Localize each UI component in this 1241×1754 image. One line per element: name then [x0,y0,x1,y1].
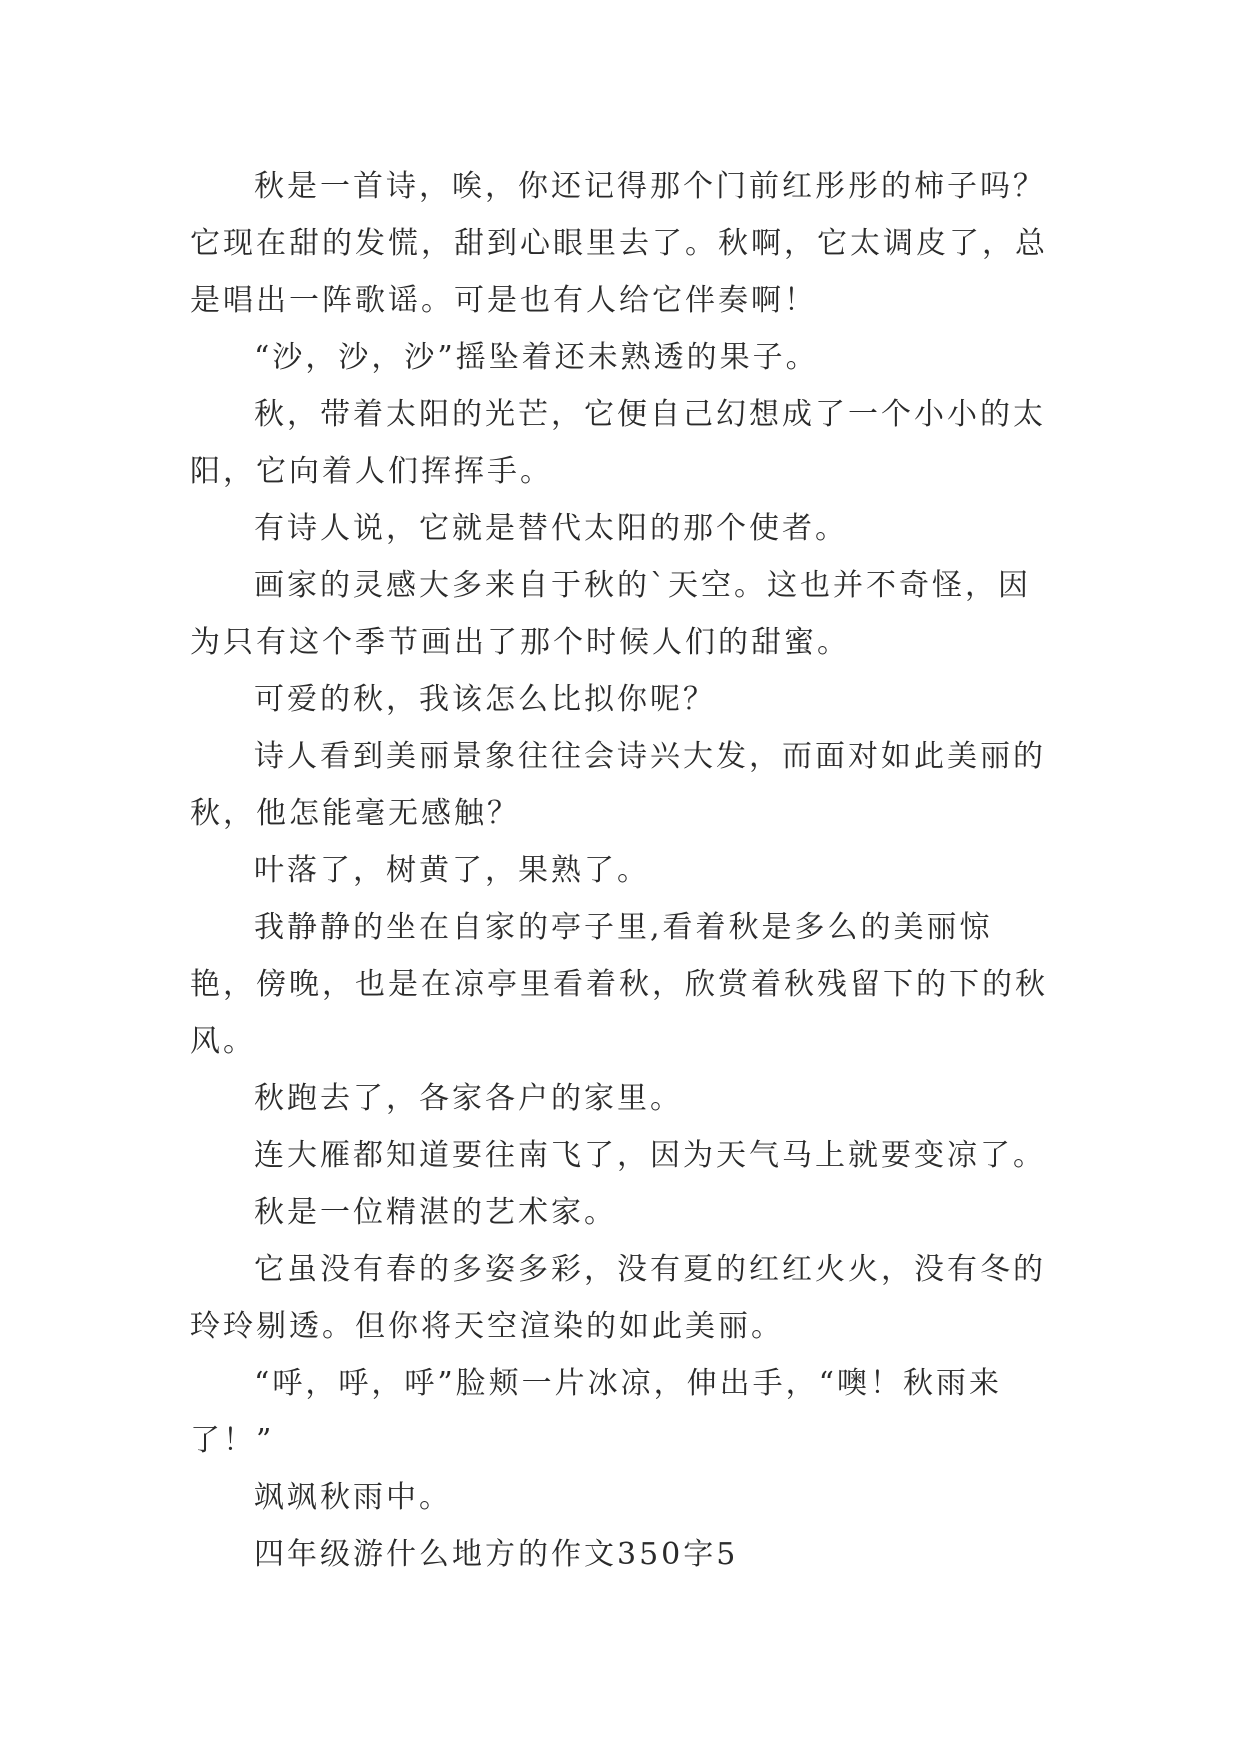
paragraph: 我静静的坐在自家的亭子里,看着秋是多么的美丽惊艳，傍晚，也是在凉亭里看着秋，欣赏着秋残留下的下的秋风。 [190,910,1048,1059]
paragraph: 飒飒秋雨中。 [254,1480,452,1515]
paragraph: 秋，带着太阳的光芒，它便自己幻想成了一个小小的太阳，它向着人们挥挥手。 [190,397,1046,489]
paragraph: 秋跑去了，各家各户的家里。 [254,1081,683,1116]
document-body [190,158,1058,1583]
paragraph: 秋是一首诗，唉，你还记得那个门前红彤彤的柿子吗？它现在甜的发慌，甜到心眼里去了。秋啊，它太调皮了，总是唱出一阵歌谣。可是也有人给它伴奏啊！ [190,169,1048,318]
paragraph: 可爱的秋，我该怎么比拟你呢？ [254,682,716,717]
paragraph: 诗人看到美丽景象往往会诗兴大发，而面对如此美丽的秋，他怎能毫无感触？ [190,739,1046,831]
paragraph: “呼，呼，呼”脸颊一片冰凉，伸出手，“噢！秋雨来了！” [190,1366,1003,1458]
paragraph: 画家的灵感大多来自于秋的`天空。这也并不奇怪，因为只有这个季节画出了那个时候人们的甜蜜。 [190,568,1031,660]
paragraph: 有诗人说，它就是替代太阳的那个使者。 [254,511,848,546]
paragraph: “沙，沙，沙”摇坠着还未熟透的果子。 [254,340,819,375]
paragraph: 连大雁都知道要往南飞了，因为天气马上就要变凉了。 [254,1138,1046,1173]
paragraph: 叶落了，树黄了，果熟了。 [254,853,650,888]
paragraph: 它虽没有春的多姿多彩，没有夏的红红火火，没有冬的玲玲剔透。但你将天空渲染的如此美丽。 [190,1252,1046,1344]
paragraph: 秋是一位精湛的艺术家。 [254,1195,617,1230]
paragraph: 四年级游什么地方的作文350字5 [254,1537,739,1572]
